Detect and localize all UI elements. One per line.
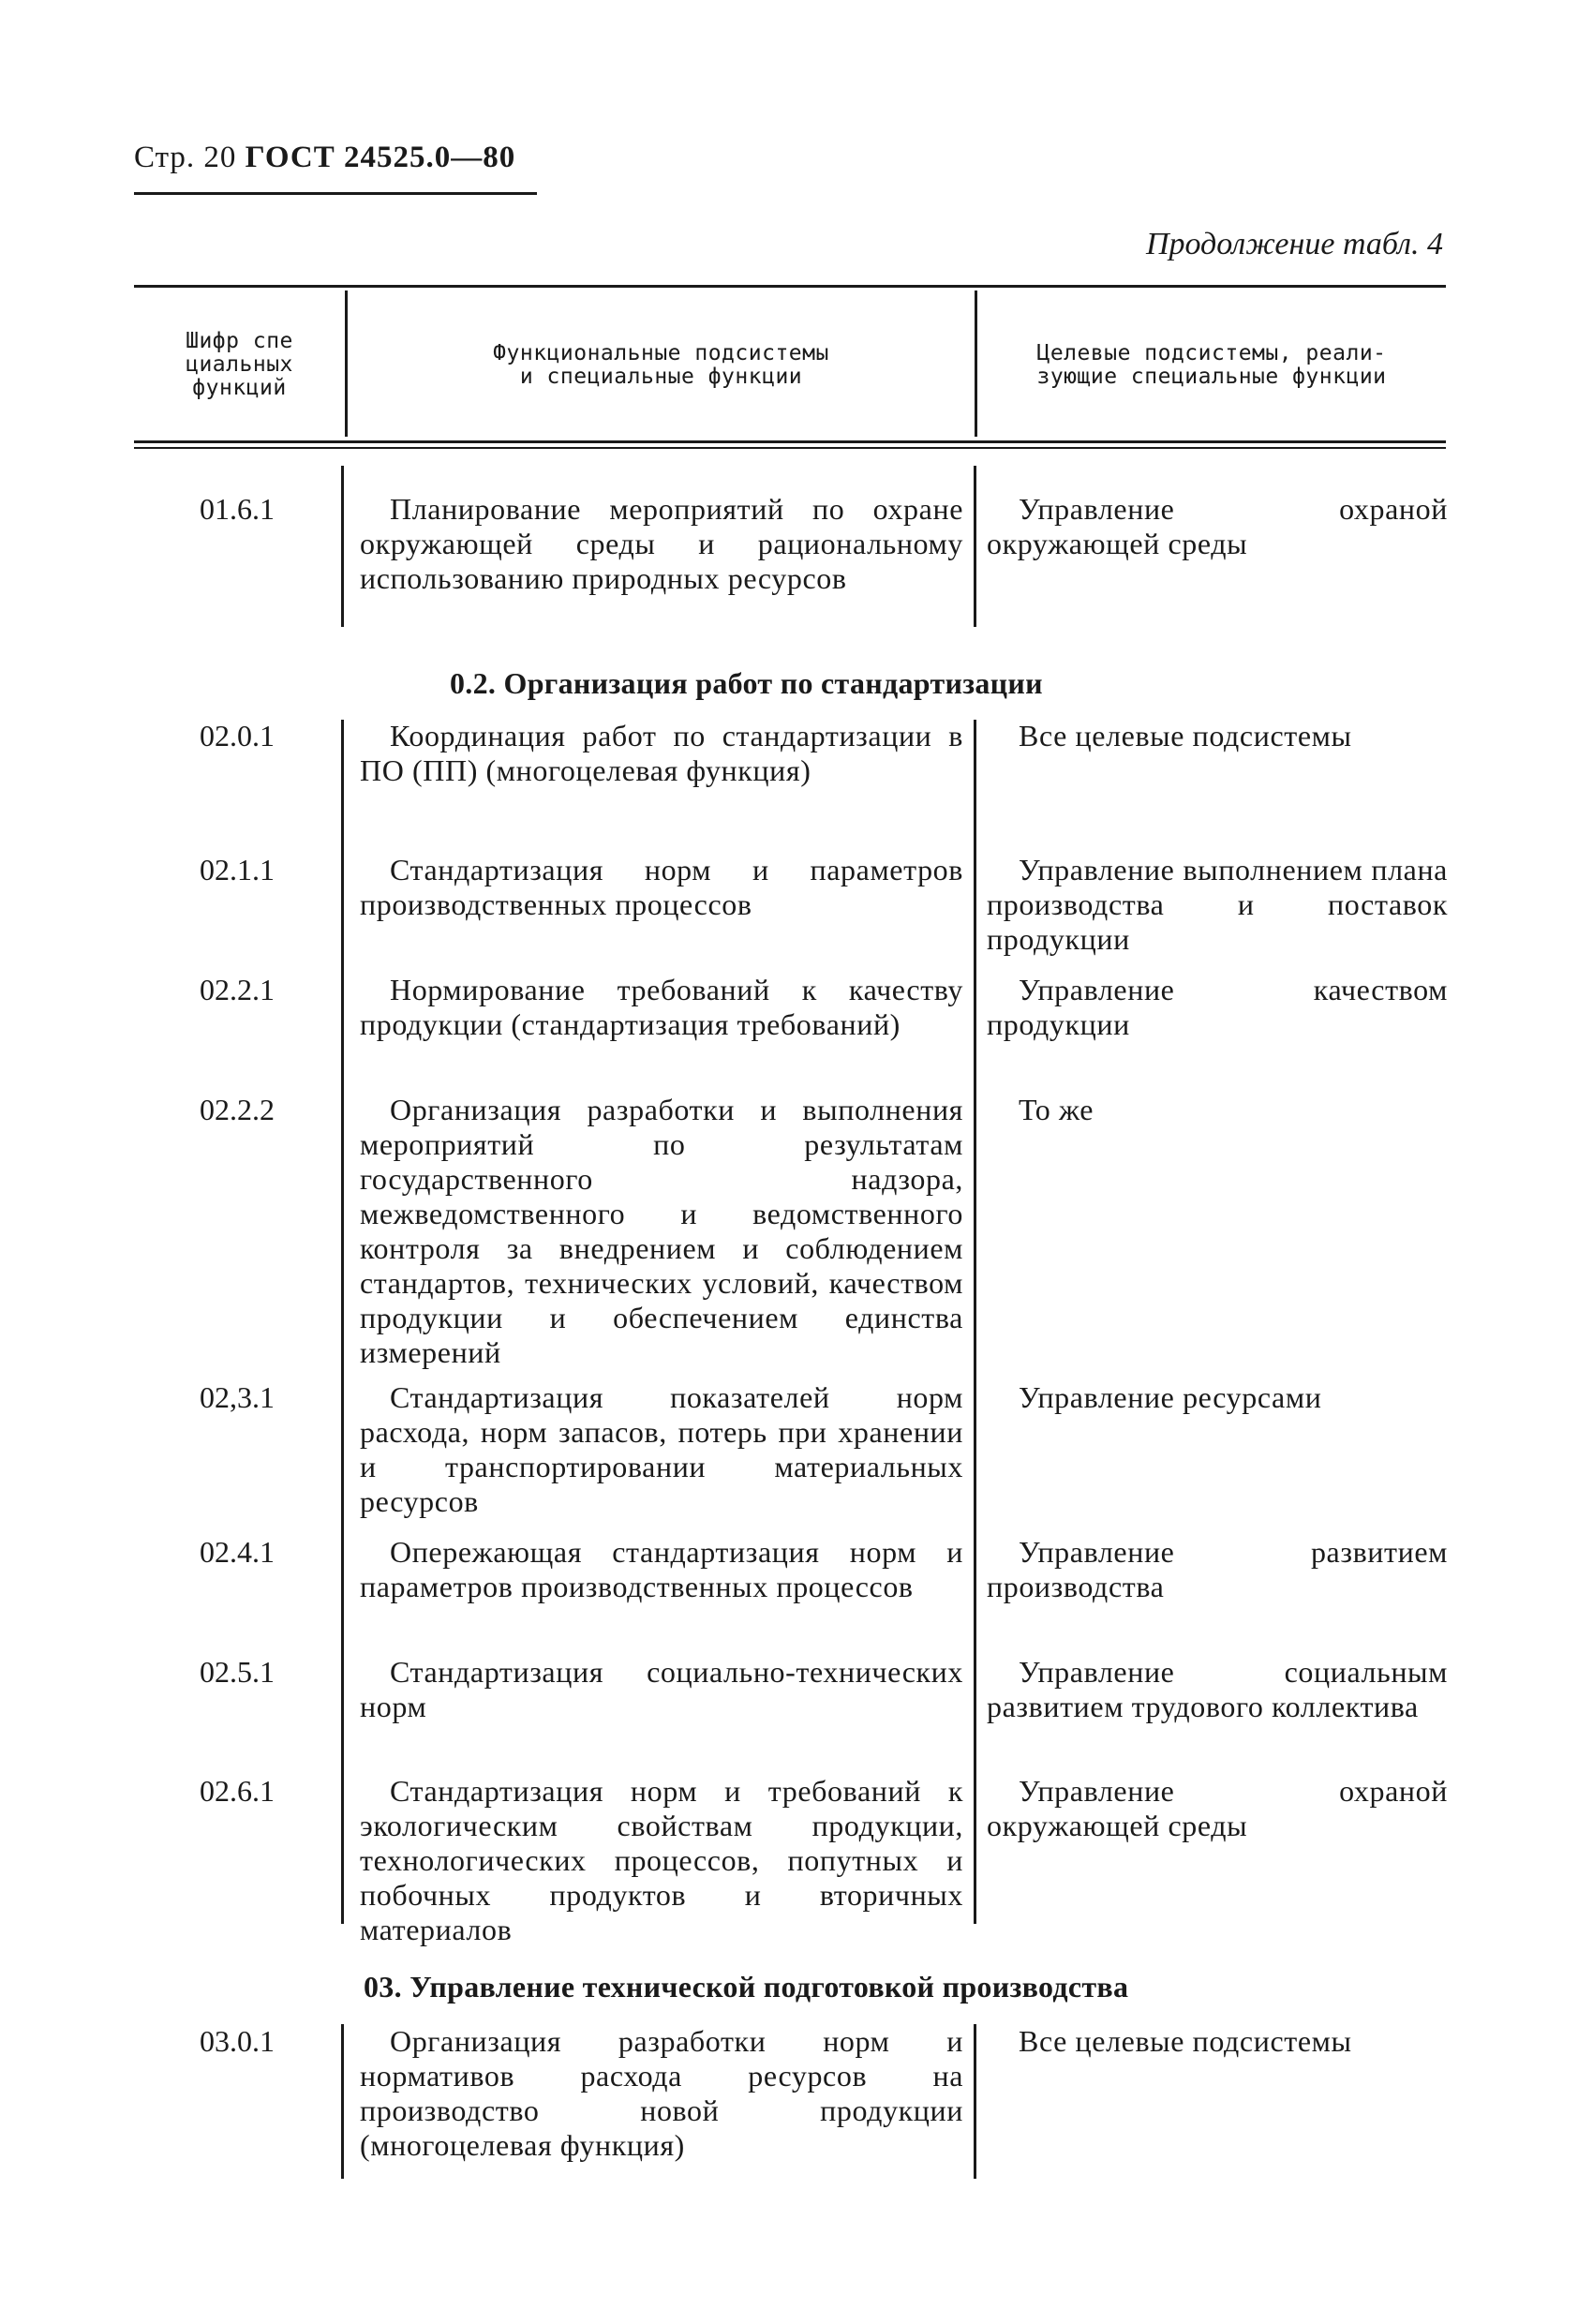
column-divider [341, 466, 344, 627]
header-rule [134, 447, 1446, 449]
row-description: Планирование мероприятий по охране окружающей среды и рациональному использованию природных ресурсов [360, 492, 963, 595]
row-target: Все целевые подсистемы [1019, 2024, 1352, 2058]
row-target: Управление ресурсами [1019, 1380, 1322, 1414]
row-code: 02.5.1 [200, 1655, 275, 1689]
column-header-code: Шифр спе циальных функций [186, 329, 293, 400]
column-header-functional: Функциональные подсистемы и специальные функции [493, 341, 829, 389]
column-divider [974, 466, 976, 627]
page-label: Стр. 20 [134, 141, 237, 174]
row-target: Управление выполнением плана производства и поставок продукции [987, 853, 1448, 956]
column-divider [341, 2024, 344, 2179]
row-code: 01.6.1 [200, 492, 275, 526]
table-continuation-label: Продолжение табл. 4 [1145, 227, 1443, 261]
row-target: Управление качеством продукции [987, 973, 1448, 1041]
section-heading: 0.2. Организация работ по стандартизации [450, 666, 1043, 700]
column-divider [974, 2024, 976, 2179]
row-code: 02.1.1 [200, 853, 275, 886]
row-code: 02.6.1 [200, 1774, 275, 1808]
row-target: Управление охраной окружающей среды [987, 492, 1448, 560]
running-head [134, 141, 515, 175]
running-head-rule [134, 192, 537, 195]
row-target: Управление охраной окружающей среды [987, 1774, 1448, 1842]
row-description: Организация разработки и выполнения мероприятий по результатам государственного надзора, межведомственного и ведомственного контроля за внедрением и соблюдением стандартов, технических условий, качеством продукции и обеспечением единства измерений [360, 1093, 963, 1369]
section-heading: 03. Управление технической подготовкой производства [364, 1970, 1129, 2004]
row-description: Координация работ по стандартизации в ПО (ПП) (многоцелевая функция) [360, 719, 963, 787]
row-description: Организация разработки норм и нормативов расхода ресурсов на производство новой продукции (многоцелевая функция) [360, 2024, 963, 2162]
row-code: 02.2.2 [200, 1093, 275, 1126]
row-description: Стандартизация социально-технических норм [360, 1655, 963, 1723]
row-code: 03.0.1 [200, 2024, 275, 2058]
row-description: Стандартизация показателей норм расхода, норм запасов, потерь при хранении и транспортировании материальных ресурсов [360, 1380, 963, 1518]
table-top-rule [134, 285, 1446, 288]
row-description: Стандартизация норм и параметров производственных процессов [360, 853, 963, 921]
row-description: Стандартизация норм и требований к экологическим свойствам продукции, технологических процессов, попутных и побочных продуктов и вторичных материалов [360, 1774, 963, 1946]
column-divider [974, 720, 976, 1924]
row-target: Все целевые подсистемы [1019, 719, 1352, 752]
row-target: То же [1019, 1093, 1094, 1126]
row-description: Опережающая стандартизация норм и параметров производственных процессов [360, 1535, 963, 1603]
standard-number: ГОСТ 24525.0—80 [245, 141, 516, 174]
column-divider [341, 720, 344, 1924]
row-code: 02.4.1 [200, 1535, 275, 1569]
row-target: Управление развитием производства [987, 1535, 1448, 1603]
header-rule [134, 440, 1446, 443]
row-code: 02.2.1 [200, 973, 275, 1006]
column-header-target: Целевые подсистемы, реали- зующие специальные функции [1036, 341, 1387, 389]
row-code: 02.0.1 [200, 719, 275, 752]
row-code: 02,3.1 [200, 1380, 275, 1414]
row-description: Нормирование требований к качеству продукции (стандартизация требований) [360, 973, 963, 1041]
row-target: Управление социальным развитием трудового коллектива [987, 1655, 1448, 1723]
